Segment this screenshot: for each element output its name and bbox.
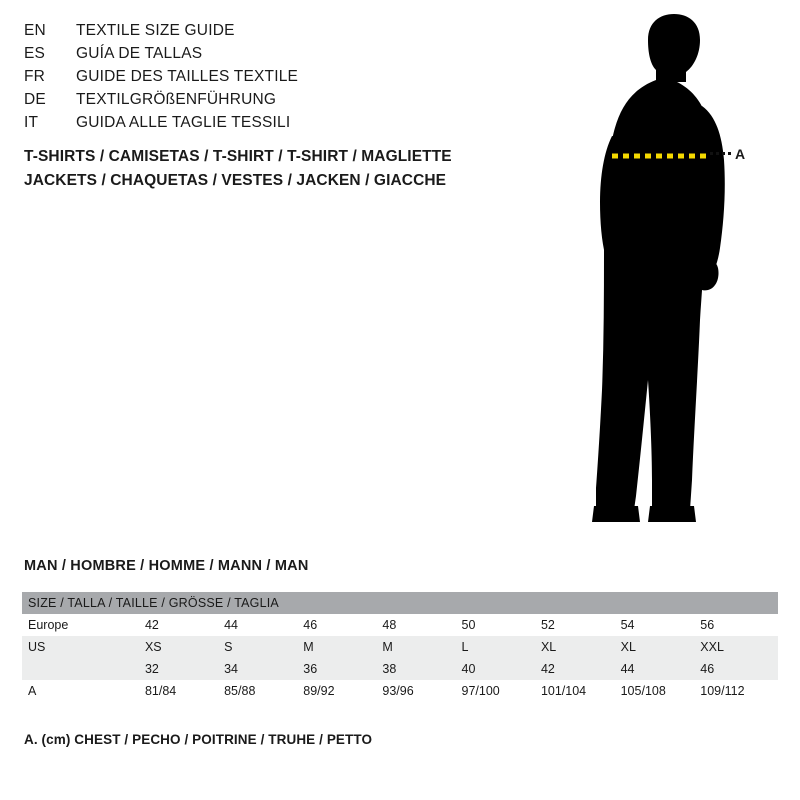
category-tshirts: T-SHIRTS / CAMISETAS / T-SHIRT / T-SHIRT / MAGLIETTE: [24, 148, 452, 165]
category-jackets: JACKETS / CHAQUETAS / VESTES / JACKEN / GIACCHE: [24, 172, 447, 189]
language-row-en: [24, 22, 524, 45]
language-text-de: TEXTILGRÖßENFÜHRUNG: [76, 91, 277, 108]
cell-a-5: 101/104: [540, 684, 587, 698]
language-code-es: ES: [24, 45, 46, 62]
language-text-it: GUIDA ALLE TAGLIE TESSILI: [76, 114, 291, 131]
cell-a-0: 81/84: [144, 684, 177, 698]
language-text-en: TEXTILE SIZE GUIDE: [76, 22, 235, 39]
cell-a-2: 89/92: [303, 684, 335, 698]
cell-europe-5: 52: [540, 618, 555, 632]
cell-europe-6: 54: [620, 618, 635, 632]
size-table: [22, 592, 778, 702]
language-code-it: IT: [24, 114, 39, 131]
language-row-fr: [24, 68, 524, 91]
cell-us-2: M: [303, 640, 314, 654]
language-code-en: EN: [24, 22, 46, 39]
cell-a-7: 109/112: [700, 684, 745, 698]
cell-usnum-5: 42: [540, 662, 555, 676]
cell-europe-4: 50: [461, 618, 476, 632]
cell-a-1: 85/88: [224, 684, 256, 698]
language-row-it: [24, 114, 524, 137]
cell-usnum-6: 44: [620, 662, 635, 676]
table-row: [22, 636, 778, 658]
language-code-fr: FR: [24, 68, 46, 85]
cell-us-3: M: [382, 640, 393, 654]
cell-usnum-0: 32: [144, 662, 159, 676]
row-label-a: A: [28, 684, 37, 698]
row-label-us-numeric: [22, 658, 143, 680]
measure-leader-line: [710, 152, 732, 155]
cell-us-7: XXL: [700, 640, 724, 654]
language-row-de: [24, 91, 524, 114]
language-list: [24, 22, 524, 137]
chest-footnote: A. (cm) CHEST / PECHO / POITRINE / TRUHE / PETTO: [24, 732, 373, 747]
cell-usnum-4: 40: [461, 662, 476, 676]
row-label-europe: Europe: [28, 618, 69, 632]
table-title: MAN / HOMBRE / HOMME / MANN / MAN: [24, 558, 309, 574]
table-row: [22, 658, 778, 680]
cell-europe-0: 42: [144, 618, 159, 632]
language-text-es: GUÍA DE TALLAS: [76, 45, 203, 62]
cell-us-4: L: [461, 640, 469, 654]
cell-europe-1: 44: [224, 618, 239, 632]
cell-us-6: XL: [620, 640, 636, 654]
measure-label-a: A: [735, 146, 746, 162]
cell-us-1: S: [224, 640, 233, 654]
table-header-row: [22, 592, 778, 614]
row-label-us: US: [28, 640, 46, 654]
cell-usnum-7: 46: [700, 662, 715, 676]
language-row-es: [24, 45, 524, 68]
table-row: [22, 680, 778, 702]
language-text-fr: GUIDE DES TAILLES TEXTILE: [76, 68, 299, 85]
cell-europe-2: 46: [303, 618, 318, 632]
cell-usnum-1: 34: [224, 662, 239, 676]
table-row: [22, 614, 778, 636]
cell-a-4: 97/100: [461, 684, 500, 698]
cell-a-6: 105/108: [620, 684, 666, 698]
cell-us-5: XL: [540, 640, 557, 654]
cell-usnum-2: 36: [303, 662, 318, 676]
cell-us-0: XS: [144, 640, 162, 654]
cell-a-3: 93/96: [382, 684, 414, 698]
cell-usnum-3: 38: [382, 662, 397, 676]
table-header-label: SIZE / TALLA / TAILLE / GRÖSSE / TAGLIA: [28, 596, 279, 610]
cell-europe-3: 48: [382, 618, 397, 632]
body-silhouette: [560, 10, 790, 540]
language-code-de: DE: [24, 91, 46, 108]
cell-europe-7: 56: [700, 618, 715, 632]
category-list: [24, 145, 544, 193]
